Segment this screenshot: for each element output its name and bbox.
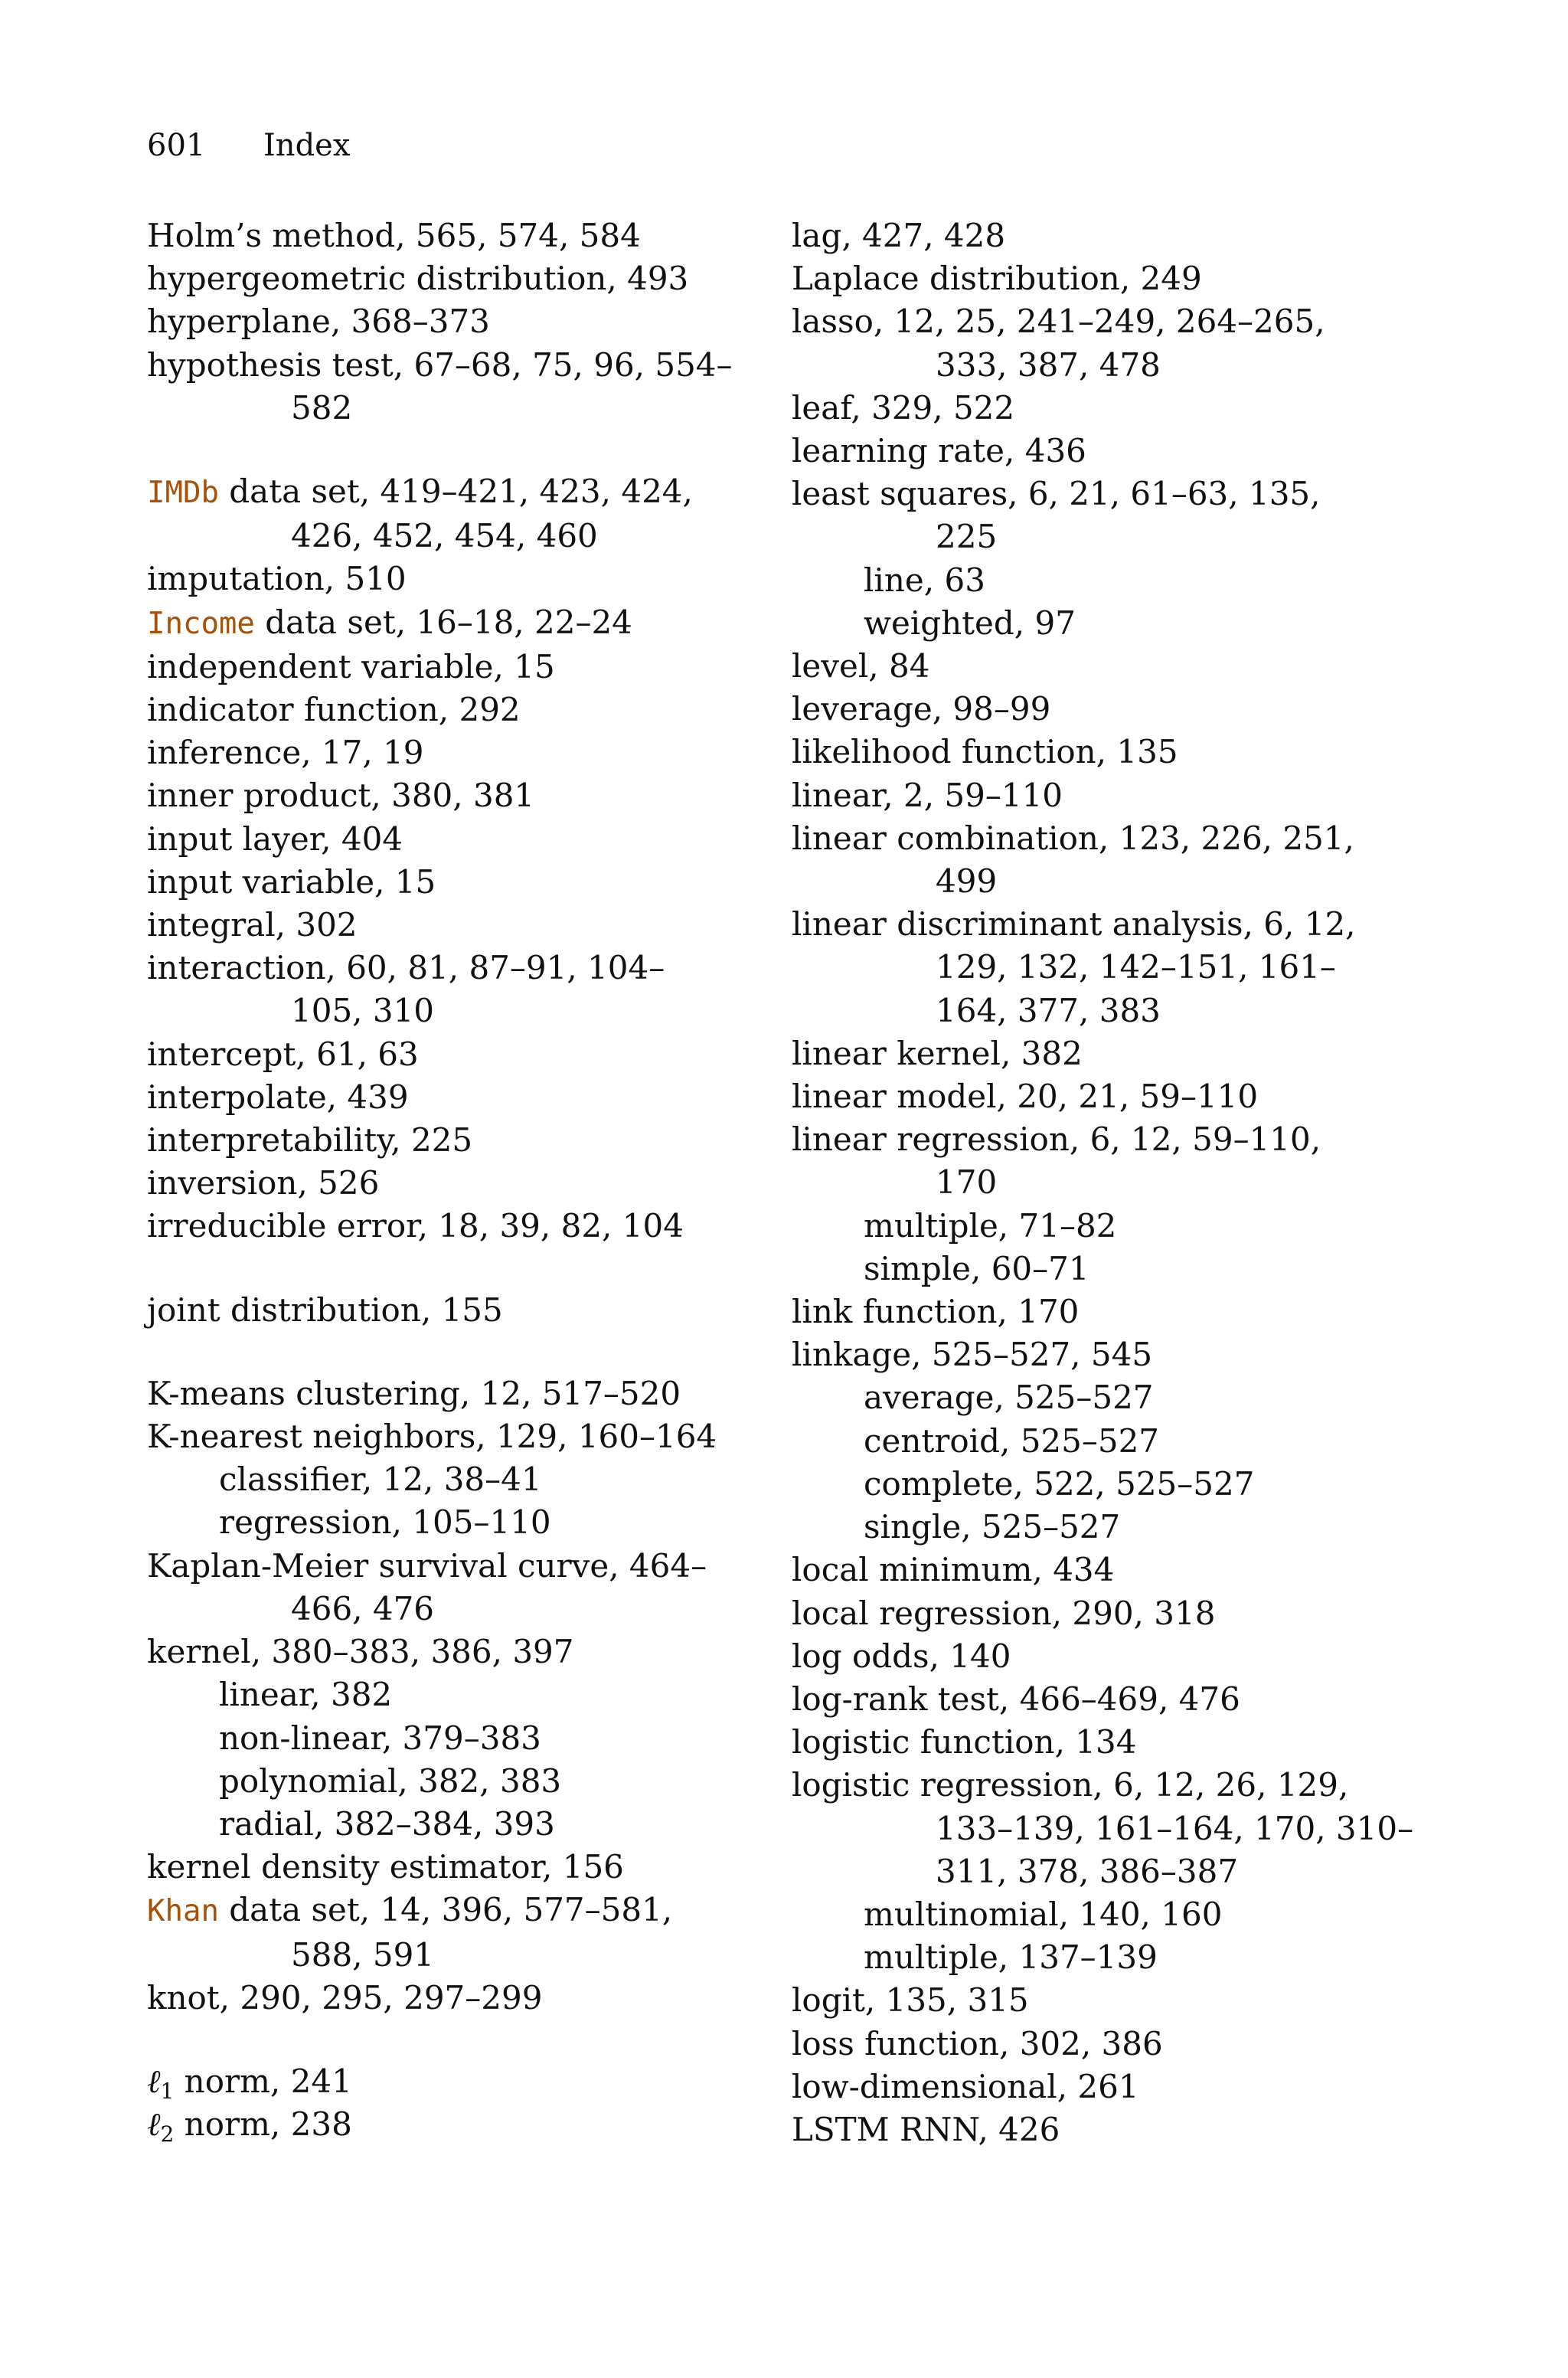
entry-line [147, 470, 760, 515]
index-entry [792, 1075, 1419, 1118]
entry-text: lag, 427, 428 [792, 217, 1006, 254]
index-entry [792, 645, 1419, 688]
entry-text: integral, 302 [147, 906, 358, 944]
entry-line [147, 300, 760, 343]
index-group-gap [147, 430, 760, 470]
index-entry [147, 731, 760, 774]
entry-line [147, 947, 760, 989]
entry-text: input variable, 15 [147, 862, 436, 901]
entry-line [792, 1506, 1419, 1549]
entry-text: independent variable, 15 [147, 647, 555, 685]
index-subentry [792, 1205, 1419, 1248]
entry-line [792, 1549, 1419, 1591]
entry-text: lasso, 12, 25, 241–249, 264–265, [792, 303, 1325, 341]
index-entry [792, 1764, 1419, 1893]
index-entry [147, 1289, 760, 1332]
entry-text: linear model, 20, 21, 59–110 [792, 1078, 1259, 1116]
norm-subscript: 1 [160, 2078, 175, 2104]
dataset-name: Income [147, 606, 255, 641]
index-subentry [147, 1717, 760, 1760]
index-subentry [147, 1673, 760, 1716]
index-entry [147, 257, 760, 300]
entry-text: data set, 16–18, 22–24 [254, 603, 632, 641]
entry-text: K-means clustering, 12, 517–520 [147, 1374, 681, 1412]
index-subentry [792, 1376, 1419, 1419]
index-entry [147, 1846, 760, 1889]
entry-continuation: 466, 476 [291, 1589, 435, 1627]
index-entry [792, 774, 1419, 817]
ell-symbol: ℓ [147, 2062, 161, 2100]
entry-text: leaf, 329, 522 [792, 388, 1015, 427]
index-entry [147, 774, 760, 817]
entry-text: line, 63 [864, 561, 985, 599]
entry-text: Kaplan-Meier survival curve, 464– [147, 1546, 707, 1585]
entry-text: norm, 238 [174, 2105, 352, 2144]
index-entry [792, 1592, 1419, 1635]
entry-line [792, 2108, 1419, 2151]
index-entry [792, 2023, 1419, 2066]
index-entry [792, 1721, 1419, 1764]
index-entry [147, 1033, 760, 1076]
index-group-gap [147, 2020, 760, 2060]
entry-text: weighted, 97 [864, 603, 1076, 642]
entry-text: hyperplane, 368–373 [147, 303, 490, 341]
entry-text: irreducible error, 18, 39, 82, 104 [147, 1207, 684, 1245]
entry-line [147, 1803, 760, 1846]
entry-line [147, 344, 760, 387]
index-entry [792, 430, 1419, 473]
index-entry [147, 947, 760, 1032]
index-subentry [792, 559, 1419, 602]
entry-text: data set, 14, 396, 577–581, [218, 1891, 673, 1929]
entry-text: learning rate, 436 [792, 432, 1086, 470]
entry-line [147, 558, 760, 600]
index-entry [792, 1118, 1419, 1204]
index-entry [147, 1076, 760, 1119]
entry-text: Holm’s method, 565, 574, 584 [147, 217, 641, 254]
index-entry [792, 387, 1419, 430]
entry-continuation: 311, 378, 386–387 [936, 1852, 1239, 1890]
entry-text: leverage, 98–99 [792, 690, 1051, 728]
entry-text: joint distribution, 155 [147, 1290, 503, 1329]
index-entry [792, 473, 1419, 558]
entry-line [792, 257, 1419, 300]
index-entry [792, 1979, 1419, 2022]
entry-line [792, 559, 1419, 602]
entry-text: complete, 522, 525–527 [864, 1464, 1255, 1503]
entry-text: intercept, 61, 63 [147, 1035, 419, 1073]
entry-line [147, 1119, 760, 1162]
index-entry [147, 689, 760, 731]
entry-line [147, 1717, 760, 1760]
entry-line [792, 1333, 1419, 1376]
index-entry [147, 861, 760, 904]
index-entry [147, 1119, 760, 1162]
entry-text: LSTM RNN, 426 [792, 2110, 1060, 2148]
section-title: Index [263, 128, 351, 163]
entry-text: loss function, 302, 386 [792, 2024, 1163, 2062]
entry-text: low-dimensional, 261 [792, 2067, 1139, 2105]
entry-line [147, 1289, 760, 1332]
entry-line [792, 1592, 1419, 1635]
entry-line [792, 1764, 1419, 1807]
entry-line [792, 903, 1419, 946]
index-entry [792, 2066, 1419, 2108]
entry-text: logit, 135, 315 [792, 1981, 1029, 2020]
index-entry [147, 300, 760, 343]
index-entry [792, 1635, 1419, 1678]
index-entry [792, 688, 1419, 731]
entry-line [792, 731, 1419, 774]
entry-line [792, 1205, 1419, 1248]
entry-line [147, 1458, 760, 1501]
entry-line [147, 601, 760, 646]
index-entry [792, 2108, 1419, 2151]
dataset-name: IMDb [147, 476, 219, 511]
entry-text: link function, 170 [792, 1293, 1080, 1331]
index-entry [792, 300, 1419, 386]
entry-text: inner product, 380, 381 [147, 777, 535, 815]
entry-line [147, 1415, 760, 1458]
entry-line [792, 1635, 1419, 1678]
running-head [147, 127, 350, 164]
entry-text: classifier, 12, 38–41 [219, 1460, 542, 1499]
entry-line [147, 1889, 760, 1933]
entry-text: knot, 290, 295, 297–299 [147, 1978, 543, 2017]
index-entry [792, 1333, 1419, 1376]
entry-text: kernel, 380–383, 386, 397 [147, 1633, 574, 1671]
entry-line [147, 1631, 760, 1673]
entry-line [792, 1290, 1419, 1333]
entry-text: simple, 60–71 [864, 1249, 1089, 1287]
entry-text: hypothesis test, 67–68, 75, 96, 554– [147, 345, 733, 384]
entry-text: polynomial, 382, 383 [219, 1761, 562, 1800]
index-entry [792, 214, 1419, 257]
entry-line [792, 1979, 1419, 2022]
entry-text: hypergeometric distribution, 493 [147, 260, 689, 298]
entry-continuation: 105, 310 [291, 992, 435, 1030]
entry-line [147, 1545, 760, 1588]
entry-text: logistic regression, 6, 12, 26, 129, [792, 1766, 1349, 1804]
entry-text: inversion, 526 [147, 1164, 380, 1202]
entry-text: multiple, 71–82 [864, 1206, 1117, 1245]
index-entry [147, 344, 760, 430]
entry-line [147, 731, 760, 774]
index-entry [147, 214, 760, 257]
entry-text: K-nearest neighbors, 129, 160–164 [147, 1418, 717, 1456]
entry-line [147, 1977, 760, 2020]
index-subentry [147, 1501, 760, 1544]
index-entry [792, 1549, 1419, 1591]
entry-text: average, 525–527 [864, 1379, 1154, 1417]
entry-continuation: 582 [291, 388, 353, 427]
entry-line [792, 1463, 1419, 1506]
dataset-name: Khan [147, 1894, 219, 1929]
index-entry [792, 1678, 1419, 1721]
entry-line [147, 2103, 760, 2146]
entry-line [792, 774, 1419, 817]
entry-text: Laplace distribution, 249 [792, 260, 1202, 298]
entry-text: radial, 382–384, 393 [219, 1804, 555, 1843]
entry-line [792, 688, 1419, 731]
entry-line [147, 774, 760, 817]
index-entry [147, 1545, 760, 1631]
entry-continuation: 333, 387, 478 [936, 345, 1161, 384]
entry-line [147, 1205, 760, 1248]
index-subentry [147, 1760, 760, 1803]
entry-text: linear regression, 6, 12, 59–110, [792, 1120, 1321, 1159]
index-entry [147, 1889, 760, 1976]
entry-line [792, 1248, 1419, 1290]
entry-text: data set, 419–421, 423, 424, [218, 473, 693, 511]
index-entry [792, 1290, 1419, 1333]
index-subentry [147, 1803, 760, 1846]
entry-line [792, 2023, 1419, 2066]
index-entry [147, 1415, 760, 1458]
entry-line [147, 1372, 760, 1415]
entry-text: logistic function, 134 [792, 1723, 1137, 1761]
index-entry [147, 2060, 760, 2103]
entry-line [792, 1118, 1419, 1161]
entry-text: local regression, 290, 318 [792, 1594, 1216, 1632]
index-entry [792, 1032, 1419, 1075]
index-column-right [792, 214, 1419, 2151]
entry-line [147, 1076, 760, 1119]
index-subentry [792, 1936, 1419, 1979]
index-entry [792, 731, 1419, 774]
entry-line [792, 1075, 1419, 1118]
entry-line [792, 1678, 1419, 1721]
entry-line [147, 646, 760, 689]
entry-continuation: 588, 591 [291, 1935, 435, 1974]
index-entry [147, 601, 760, 646]
page-number: 601 [147, 128, 206, 163]
index-entry [147, 1977, 760, 2020]
entry-text: likelihood function, 135 [792, 733, 1178, 771]
index-entry [147, 1162, 760, 1205]
index-subentry [792, 1463, 1419, 1506]
entry-text: centroid, 525–527 [864, 1421, 1160, 1460]
entry-text: indicator function, 292 [147, 691, 521, 729]
entry-line [147, 1760, 760, 1803]
entry-text: linear discriminant analysis, 6, 12, [792, 905, 1356, 944]
index-entry [147, 904, 760, 947]
index-entry [147, 1205, 760, 1248]
entry-text: log-rank test, 466–469, 476 [792, 1680, 1240, 1718]
index-entry [792, 257, 1419, 300]
index-group-gap [147, 1332, 760, 1372]
entry-text: kernel density estimator, 156 [147, 1848, 624, 1886]
index-subentry [792, 602, 1419, 645]
entry-text: regression, 105–110 [219, 1503, 551, 1542]
entry-line [147, 257, 760, 300]
entry-text: linear, 382 [219, 1676, 393, 1714]
entry-line [792, 1721, 1419, 1764]
entry-line [792, 1032, 1419, 1075]
entry-line [792, 1893, 1419, 1936]
entry-text: imputation, 510 [147, 560, 407, 598]
index-subentry [792, 1248, 1419, 1290]
entry-line [147, 1673, 760, 1716]
entry-text: local minimum, 434 [792, 1551, 1115, 1589]
entry-continuation: 170 [936, 1163, 998, 1202]
index-subentry [792, 1506, 1419, 1549]
entry-continuation: 499 [936, 862, 998, 901]
entry-text: least squares, 6, 21, 61–63, 135, [792, 475, 1321, 513]
entry-text: linear, 2, 59–110 [792, 776, 1063, 814]
entry-line [147, 1501, 760, 1544]
entry-line [792, 645, 1419, 688]
entry-line [792, 387, 1419, 430]
entry-text: input layer, 404 [147, 819, 403, 858]
entry-line [147, 214, 760, 257]
index-column-left [147, 214, 760, 2146]
entry-line [792, 214, 1419, 257]
entry-line [147, 904, 760, 947]
entry-line [792, 1936, 1419, 1979]
entry-text: interaction, 60, 81, 87–91, 104– [147, 949, 665, 987]
entry-text: level, 84 [792, 647, 930, 685]
entry-text: linkage, 525–527, 545 [792, 1336, 1153, 1374]
index-subentry [792, 1893, 1419, 1936]
entry-text: linear combination, 123, 226, 251, [792, 819, 1354, 857]
entry-text: inference, 17, 19 [147, 734, 424, 772]
index-entry [147, 470, 760, 558]
index-subentry [147, 1458, 760, 1501]
entry-line [147, 1846, 760, 1889]
entry-line [147, 861, 760, 904]
index-entry [792, 903, 1419, 1032]
index-entry [792, 817, 1419, 903]
entry-line [792, 300, 1419, 343]
index-group-gap [147, 1248, 760, 1289]
entry-line [792, 2066, 1419, 2108]
entry-text: norm, 241 [174, 2062, 352, 2100]
index-entry [147, 558, 760, 600]
ell-symbol: ℓ [147, 2105, 161, 2144]
entry-continuation: 426, 452, 454, 460 [291, 517, 598, 555]
entry-line [792, 1420, 1419, 1463]
entry-continuation: 225 [936, 518, 998, 556]
norm-subscript: 2 [160, 2121, 175, 2147]
entry-line [147, 689, 760, 731]
entry-continuation: 164, 377, 383 [936, 991, 1161, 1029]
entry-line [792, 817, 1419, 860]
entry-text: multinomial, 140, 160 [864, 1895, 1223, 1933]
entry-text: interpolate, 439 [147, 1078, 409, 1116]
entry-text: linear kernel, 382 [792, 1034, 1083, 1072]
entry-line [147, 818, 760, 861]
entry-line [147, 2060, 760, 2103]
entry-text: log odds, 140 [792, 1637, 1011, 1675]
index-entry [147, 818, 760, 861]
entry-line [147, 1033, 760, 1076]
entry-line [792, 430, 1419, 473]
entry-text: single, 525–527 [864, 1508, 1121, 1546]
entry-text: multiple, 137–139 [864, 1938, 1158, 1977]
entry-line [792, 602, 1419, 645]
entry-text: interpretability, 225 [147, 1121, 473, 1160]
index-entry [147, 646, 760, 689]
entry-line [147, 1162, 760, 1205]
entry-continuation: 129, 132, 142–151, 161– [936, 948, 1336, 986]
index-entry [147, 1372, 760, 1415]
entry-continuation: 133–139, 161–164, 170, 310– [936, 1809, 1414, 1847]
index-entry [147, 1631, 760, 1673]
index-entry [147, 2103, 760, 2146]
entry-line [792, 473, 1419, 515]
entry-line [792, 1376, 1419, 1419]
index-subentry [792, 1420, 1419, 1463]
entry-text: non-linear, 379–383 [219, 1719, 541, 1757]
